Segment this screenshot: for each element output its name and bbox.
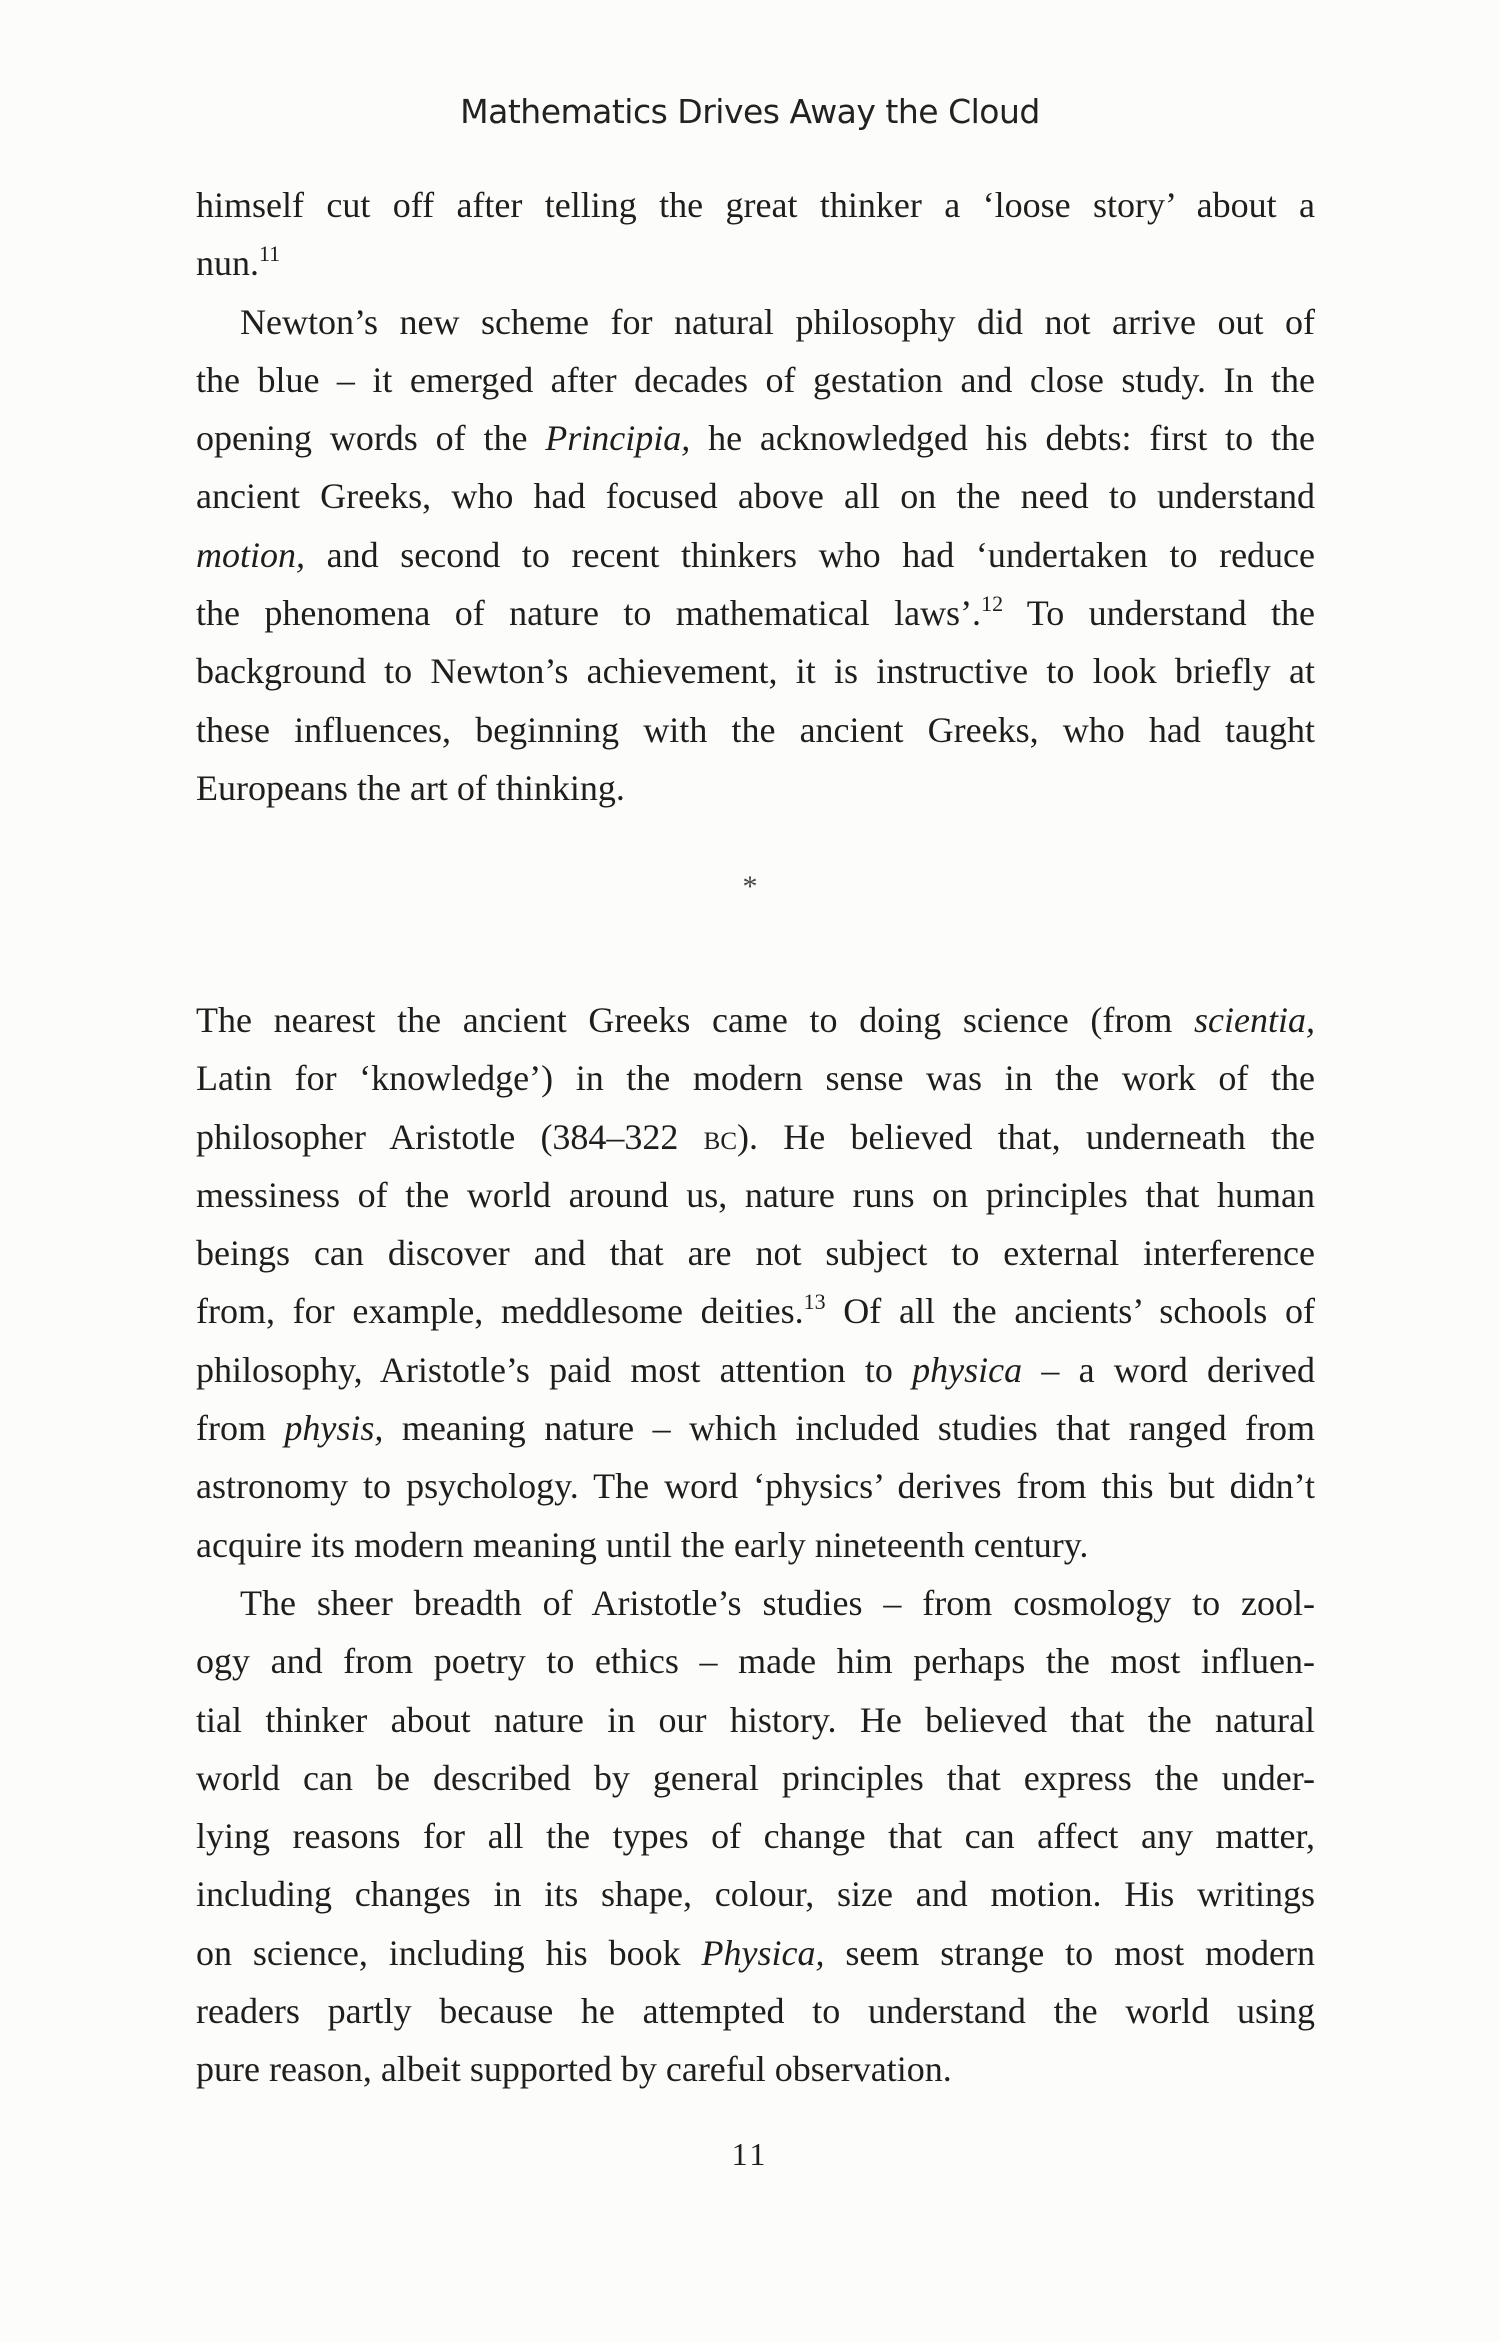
text-span: from, for example, meddlesome deities. [196,1291,804,1332]
text-span: tial thinker about nature in our history. He believed that the natural [196,1699,1315,1740]
text-span: meaning nature – which included studies that ranged from [383,1408,1315,1449]
text-line [196,1516,1315,1574]
text-line [196,467,1315,525]
text-line [196,701,1315,759]
text-span: the phenomena of nature to mathematical laws’. [196,593,982,634]
text-span: world can be described by general principles that express the under- [196,1757,1315,1798]
text-line [196,991,1315,1049]
text-line [196,1049,1315,1107]
text-span: he acknowledged his debts: first to the [690,418,1315,459]
text-span: messiness of the world around us, nature runs on principles that human [196,1174,1315,1215]
running-header: Mathematics Drives Away the Cloud [460,92,1040,131]
text-span: readers partly because he attempted to understand the world using [196,1991,1315,2032]
italic-text: motion, [196,534,306,575]
text-span: Europeans the art of thinking. [196,767,625,808]
body-text-section-1 [196,176,1315,817]
text-span: seem strange to most modern [824,1932,1315,1973]
text-span: philosophy, Aristotle’s paid most attention to [196,1349,913,1390]
text-line [196,1282,1315,1340]
text-line [196,1924,1315,1982]
text-line [196,234,1315,292]
text-line [196,2040,1315,2098]
text-line [196,1166,1315,1224]
text-span: himself cut off after telling the great thinker a ‘loose story’ about a [196,185,1315,225]
text-line [196,1807,1315,1865]
text-line [196,1457,1315,1515]
text-span: the blue – it emerged after decades of gestation and close study. In the [196,359,1315,400]
text-span: and second to recent thinkers who had ‘undertaken to reduce [305,534,1315,575]
text-line [196,1399,1315,1457]
text-line [196,293,1315,351]
text-span: Of all the ancients’ schools of [825,1291,1315,1332]
footnote-ref: 13 [803,1289,826,1315]
text-span: lying reasons for all the types of change that can affect any matter, [196,1816,1315,1857]
footnote-ref: 11 [259,241,281,267]
text-span: from [196,1408,285,1449]
text-line [196,759,1315,817]
text-span: pure reason, albeit supported by careful observation. [196,2049,952,2090]
body-text-section-2 [196,991,1315,2099]
text-line [196,1749,1315,1807]
text-span: astronomy to psychology. The word ‘physics’ derives from this but didn’t [196,1466,1315,1507]
text-line [196,1341,1315,1399]
italic-text: physis, [284,1408,384,1449]
text-span: Newton’s new scheme for natural philosophy did not arrive out of [240,301,1315,342]
text-span: The nearest the ancient Greeks came to doing science (from [196,1000,1195,1040]
text-line [196,176,1315,234]
text-span: ancient Greeks, who had focused above all on the need to understand [196,476,1315,517]
italic-text: Principia, [545,418,691,459]
text-span: ). He believed that, underneath the [737,1116,1315,1157]
text-span: nun. [196,243,259,284]
italic-text: physica [912,1349,1023,1390]
text-span: background to Newton’s achievement, it is instructive to look briefly at [196,651,1315,692]
text-span: including changes in its shape, colour, size and motion. His writings [196,1874,1315,1915]
text-span: acquire its modern meaning until the early nineteenth century. [196,1524,1089,1565]
text-line [196,1865,1315,1923]
footnote-ref: 12 [981,591,1004,617]
text-line [196,1574,1315,1632]
text-span: opening words of the [196,418,546,459]
text-span: beings can discover and that are not subject to external interference [196,1233,1315,1274]
text-span: these influences, beginning with the ancient Greeks, who had taught [196,709,1315,750]
text-span: on science, including his book [196,1932,702,1973]
text-span: Latin for ‘knowledge’) in the modern sense was in the work of the [196,1058,1315,1099]
text-line [196,1108,1315,1166]
text-line [196,526,1315,584]
text-line [196,1224,1315,1282]
text-line [196,1632,1315,1690]
text-line [196,1691,1315,1749]
text-line [196,351,1315,409]
text-span: To understand the [1003,593,1315,634]
text-line [196,642,1315,700]
text-line [196,1982,1315,2040]
section-break-asterisk: * [742,870,758,903]
text-span: The sheer breadth of Aristotle’s studies – from cosmology to zool- [240,1582,1315,1623]
italic-text: Physica, [701,1932,825,1973]
text-span: bc [703,1116,738,1157]
text-span: philosopher Aristotle (384–322 [196,1116,704,1157]
italic-text: scientia, [1194,1000,1315,1040]
text-span: ogy and from poetry to ethics – made him perhaps the most influen- [196,1641,1315,1682]
text-span: – a word derived [1022,1349,1315,1390]
text-line [196,584,1315,642]
page-number: 11 [731,2136,769,2172]
text-line [196,409,1315,467]
